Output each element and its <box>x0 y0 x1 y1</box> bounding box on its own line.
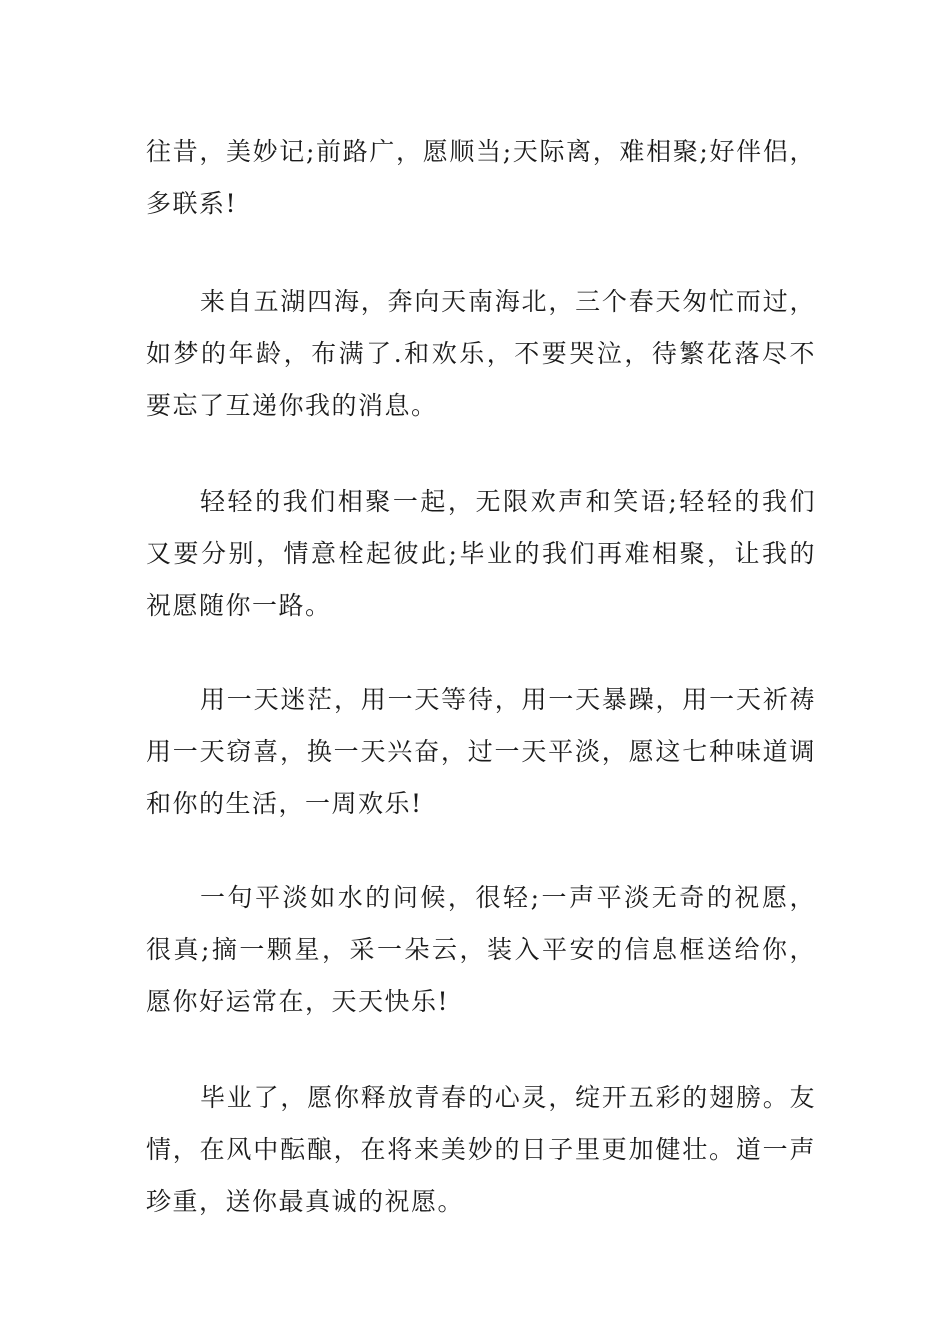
paragraph: 毕业了，愿你释放青春的心灵，绽开五彩的翅膀。友情，在风中酝酿，在将来美妙的日子里更加健壮。道一声珍重，送你最真诚的祝愿。 <box>146 1083 816 1216</box>
paragraph: 用一天迷茫，用一天等待，用一天暴躁，用一天祈祷用一天窃喜，换一天兴奋，过一天平淡，愿这七种味道调和你的生活，一周欢乐! <box>146 685 816 818</box>
paragraph: 一句平淡如水的问候，很轻;一声平淡无奇的祝愿，很真;摘一颗星，采一朵云，装入平安的信息框送给你，愿你好运常在，天天快乐! <box>146 883 816 1016</box>
paragraph-continued: 往昔，美妙记;前路广，愿顺当;天际离，难相聚;好伴侣，多联系! <box>146 137 816 218</box>
paragraph: 来自五湖四海，奔向天南海北，三个春天匆忙而过，如梦的年龄，布满了.和欢乐，不要哭泣，待繁花落尽不要忘了互递你我的消息。 <box>146 287 816 420</box>
paragraph: 轻轻的我们相聚一起，无限欢声和笑语;轻轻的我们又要分别，情意栓起彼此;毕业的我们再难相聚，让我的祝愿随你一路。 <box>146 487 816 620</box>
